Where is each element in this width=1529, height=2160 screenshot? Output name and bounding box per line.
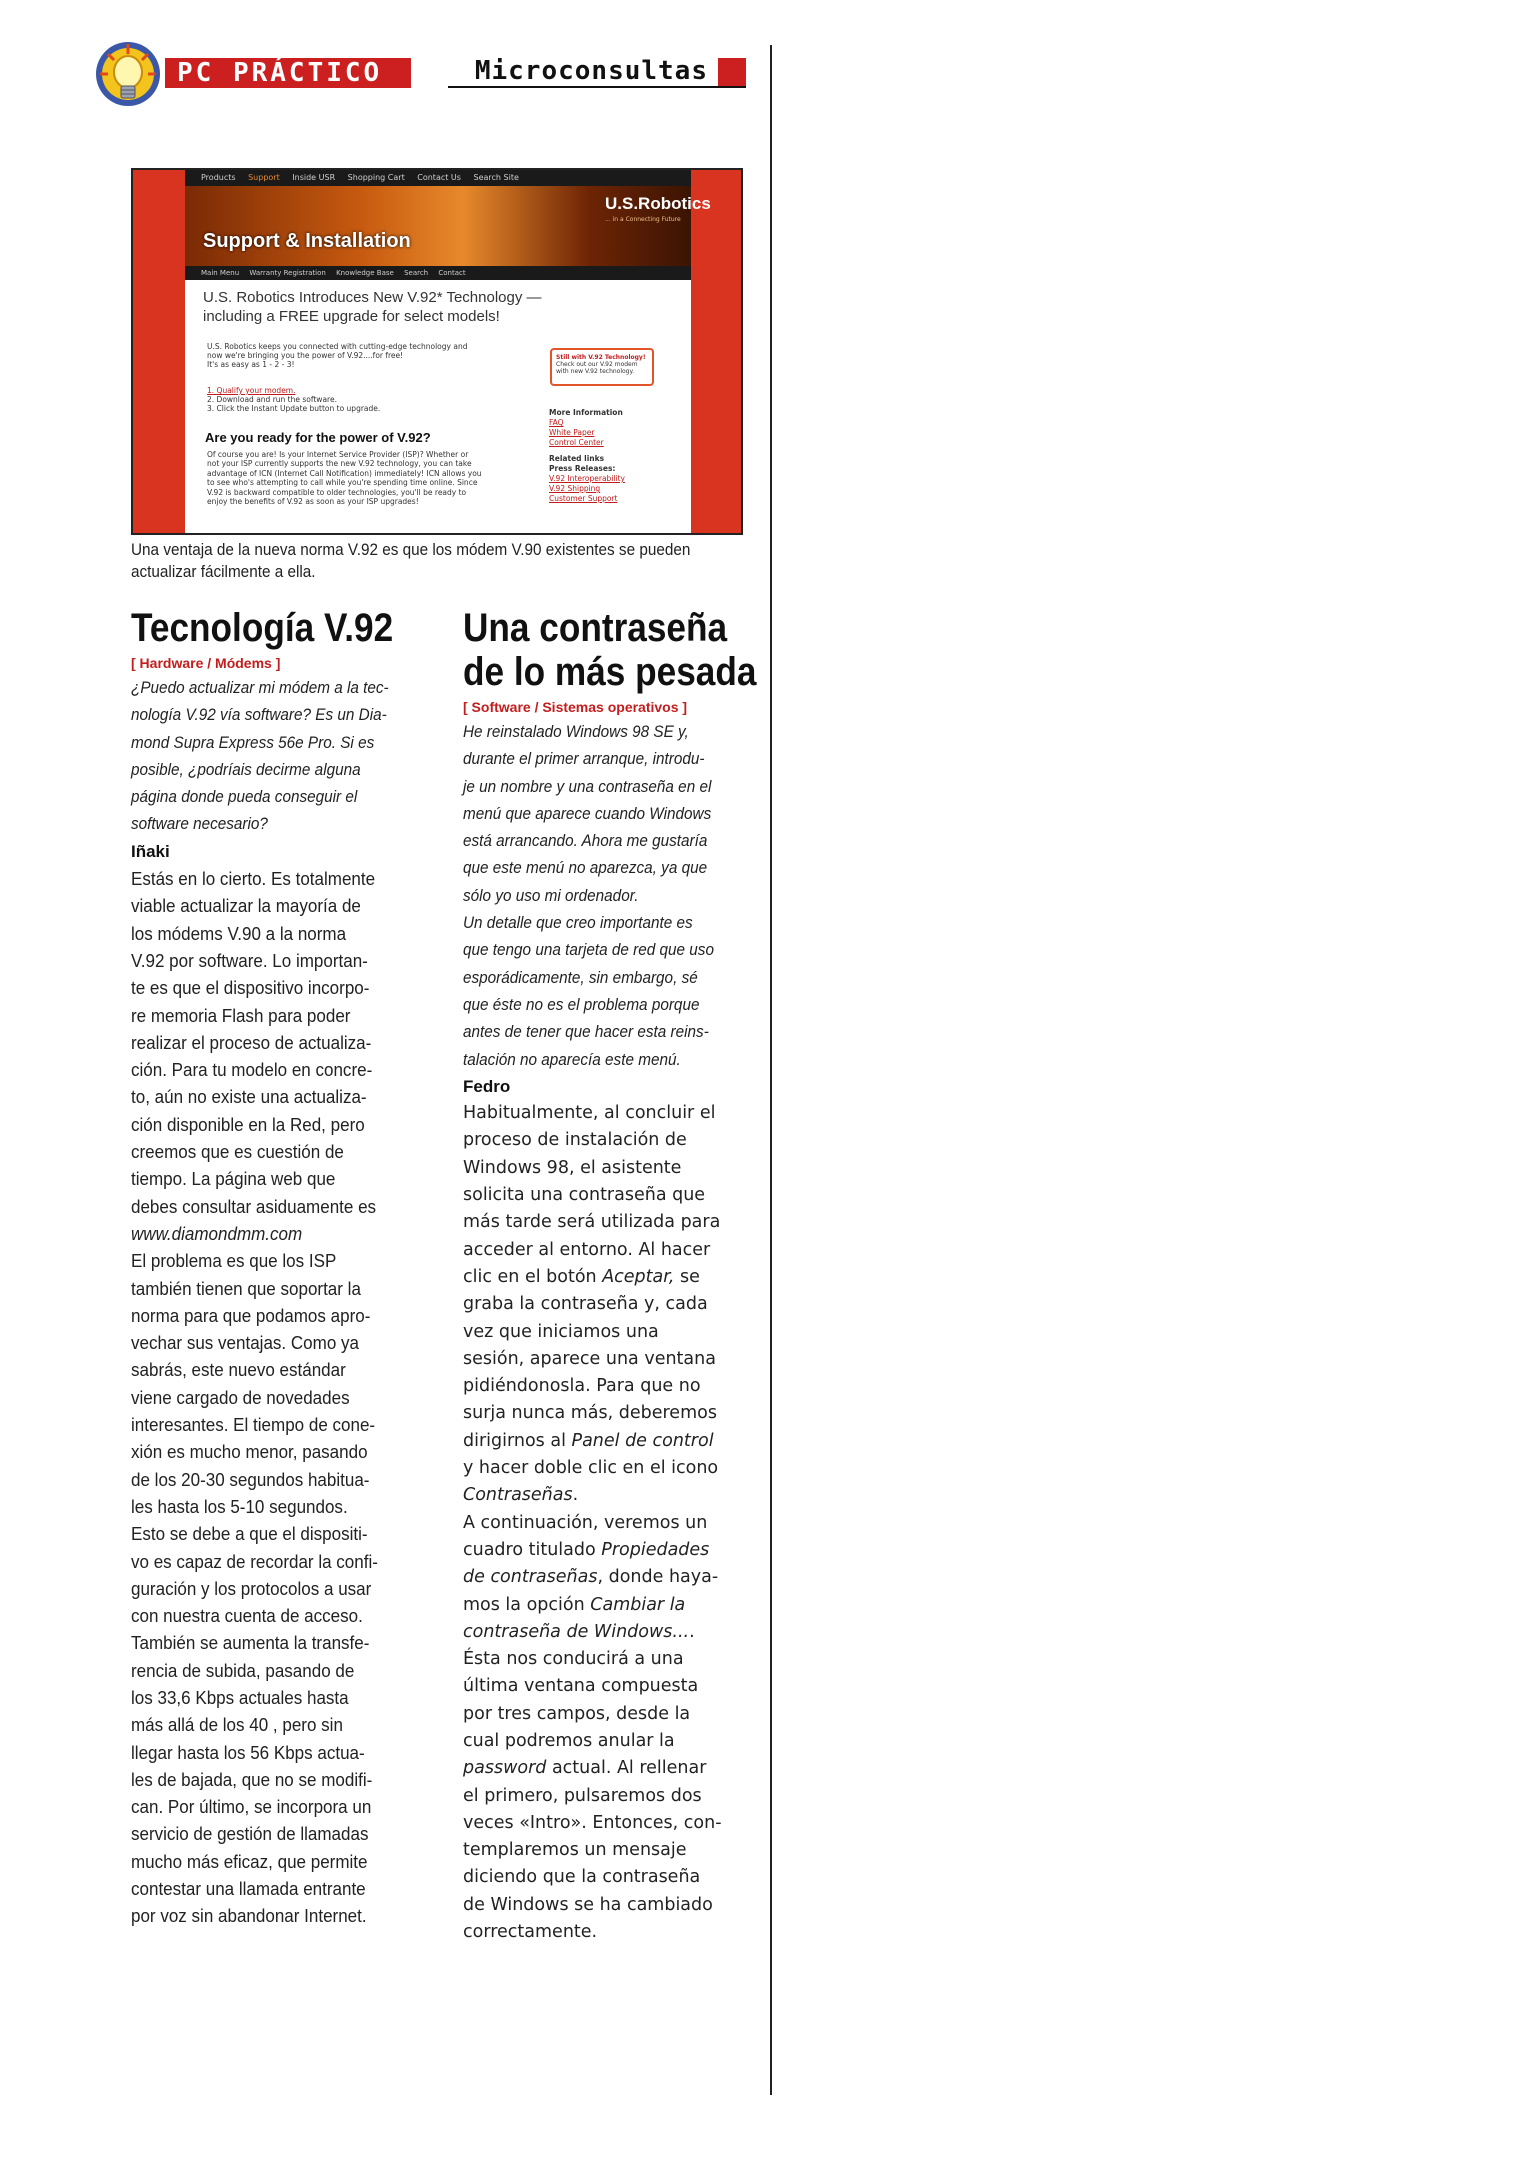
figure-question: Are you ready for the power of V.92? — [205, 430, 431, 445]
question-line: nología V.92 vía software? Es un Dia- — [131, 705, 387, 725]
figure-content — [185, 280, 691, 535]
answer-line: veces «Intro». Entonces, con- — [463, 1812, 722, 1833]
answer-line: los 33,6 Kbps actuales hasta — [131, 1686, 349, 1708]
answer-text: se — [674, 1266, 700, 1287]
article-left — [131, 606, 429, 1930]
question-line: está arrancando. Ahora me gustaría — [463, 831, 708, 851]
answer-line: ción disponible en la Red, pero — [131, 1113, 365, 1135]
article-title-line: de lo más pesada — [463, 650, 757, 694]
answer-line: última ventana compuesta — [463, 1676, 699, 1697]
figure-nav-item: Contact Us — [417, 173, 461, 182]
answer-line: templaremos un mensaje — [463, 1840, 687, 1861]
figure-question-line: advantage of ICN (Internet Call Notification) immediately! ICN allows you — [207, 468, 482, 478]
figure-question-line: enjoy the benefits of V.92 as soon as your ISP upgrades! — [207, 497, 419, 507]
figure-sidebar-title: More Information — [549, 408, 623, 417]
answer-line: ción. Para tu modelo en concre- — [131, 1059, 373, 1081]
answer-line: interesantes. El tiempo de cone- — [131, 1414, 376, 1436]
question-line: je un nombre y una contraseña en el — [463, 776, 712, 796]
answer-line — [463, 1482, 748, 1509]
answer-line: Windows 98, el asistente — [463, 1157, 682, 1178]
answer-line: cual podremos anular la — [463, 1730, 675, 1751]
question-line: ¿Puedo actualizar mi módem a la tec- — [131, 678, 389, 697]
answer-text: mos la opción — [463, 1594, 591, 1615]
question-line: software necesario? — [131, 814, 268, 834]
question-line: talación no aparecía este menú. — [463, 1049, 681, 1069]
figure-subnav-item: Warranty Registration — [249, 269, 326, 277]
figure-question-text — [207, 450, 547, 506]
answer-line — [463, 1264, 748, 1291]
answer-line: vechar sus ventajas. Como ya — [131, 1332, 359, 1354]
answer-line: tiempo. La página web que — [131, 1168, 336, 1190]
figure-question-line: to see who's attempting to call while you're spending time online. Since — [207, 478, 478, 488]
figure-subnav-item: Main Menu — [201, 269, 240, 277]
answer-text: , donde haya- — [597, 1567, 719, 1588]
figure-question-line: not your ISP currently supports the new V.92 technology, you can take — [207, 459, 472, 469]
article-category: [ Software / Sistemas operativos ] — [463, 699, 688, 715]
section-label: PC PRÁCTICO — [165, 58, 411, 88]
answer-line: sesión, aparece una ventana — [463, 1348, 716, 1369]
answer-text: dirigirnos al — [463, 1430, 572, 1451]
answer-line: servicio de gestión de llamadas — [131, 1823, 369, 1845]
article-right — [463, 606, 757, 1946]
figure-intro — [207, 342, 527, 369]
figure-banner — [185, 186, 711, 266]
answer-line: por tres campos, desde la — [463, 1703, 691, 1724]
figure-caption — [131, 539, 689, 583]
answer-line: to, aún no existe una actualiza- — [131, 1086, 367, 1108]
answer-line: correctamente. — [463, 1922, 598, 1943]
figure-nav-item: Products — [201, 173, 236, 182]
answer-text-italic: Aceptar, — [602, 1266, 675, 1287]
header-tab-marker — [718, 58, 746, 86]
article-title — [463, 606, 757, 694]
answer-line: el primero, pulsaremos dos — [463, 1785, 702, 1806]
answer-line: pidiéndonosla. Para que no — [463, 1376, 701, 1397]
answer-line: les de bajada, que no se modifi- — [131, 1768, 373, 1790]
question-line: Un detalle que creo importante es — [463, 913, 693, 933]
answer-line: sabrás, este nuevo estándar — [131, 1359, 346, 1381]
figure-banner-title: Support & Installation — [203, 230, 411, 252]
question-line: que tengo una tarjeta de red que uso — [463, 940, 714, 960]
figure-sidebar-link: V.92 Shipping — [549, 484, 601, 493]
answer-text-italic: Panel de control — [571, 1430, 714, 1451]
answer-line: realizar el proceso de actualiza- — [131, 1031, 372, 1053]
answer-line: te es que el dispositivo incorpo- — [131, 977, 370, 999]
question-line: que este menú no aparezca, ya que — [463, 858, 708, 878]
figure-sidebar-link: Control Center — [549, 438, 604, 447]
answer-line — [463, 1619, 748, 1646]
answer-line — [463, 1564, 748, 1591]
diamond-url-link[interactable]: www.diamondmm.com — [131, 1222, 303, 1244]
answer-line: más allá de los 40 , pero sin — [131, 1714, 343, 1736]
answer-line — [463, 1592, 748, 1619]
figure-step: 2. Download and run the software. — [207, 395, 337, 404]
answer-line: También se aumenta la transfe- — [131, 1632, 370, 1654]
answer-line: can. Por último, se incorpora un — [131, 1796, 372, 1818]
answer-line: Ésta nos conducirá a una — [463, 1649, 684, 1670]
figure-promo-line: Still with V.92 Technology! — [556, 354, 646, 361]
answer-line: surja nunca más, deberemos — [463, 1403, 717, 1424]
question-author: Fedro — [463, 1076, 511, 1096]
answer-line: re memoria Flash para poder — [131, 1004, 351, 1026]
answer-line: de Windows se ha cambiado — [463, 1894, 713, 1915]
answer-line: solicita una contraseña que — [463, 1185, 706, 1206]
figure-steps — [207, 386, 527, 413]
figure-sidebar-title: Related links — [549, 454, 605, 463]
answer-line: V.92 por software. Lo importan- — [131, 949, 368, 971]
answer-line: los módems V.90 a la norma — [131, 922, 347, 944]
answer-text-italic: de contraseñas — [463, 1567, 598, 1588]
figure-subnav-item: Knowledge Base — [336, 269, 394, 277]
answer-line — [463, 1537, 748, 1564]
question-line: antes de tener que hacer esta reins- — [463, 1022, 709, 1042]
answer-line: vo es capaz de recordar la confi- — [131, 1550, 378, 1572]
answer-line: vez que iniciamos una — [463, 1321, 659, 1342]
reader-question — [131, 674, 429, 838]
figure-subnav-item: Search — [404, 269, 429, 277]
answer-line: norma para que podamos apro- — [131, 1304, 371, 1326]
answer-line: creemos que es cuestión de — [131, 1141, 344, 1163]
answer-line: de los 20-30 segundos habitua- — [131, 1468, 370, 1490]
answer-text-italic: Contraseñas — [463, 1485, 573, 1506]
caption-line: actualizar fácilmente a ella. — [131, 562, 316, 581]
answer-line: mucho más eficaz, que permite — [131, 1850, 368, 1872]
figure-intro-line: U.S. Robotics keeps you connected with cutting-edge technology and — [207, 342, 468, 351]
figure-sidebar-link: V.92 Interoperability — [549, 474, 625, 483]
article-title: Tecnología V.92 — [131, 606, 394, 650]
answer-text: . — [572, 1485, 579, 1506]
figure-promo-box — [550, 348, 654, 386]
answer-line: acceder al entorno. Al hacer — [463, 1239, 711, 1260]
figure-step: 3. Click the Instant Update button to upgrade. — [207, 404, 381, 413]
answer-line: por voz sin abandonar Internet. — [131, 1905, 367, 1927]
figure-intro-line: It's as easy as 1 - 2 - 3! — [207, 360, 295, 369]
answer-line: Esto se debe a que el dispositi- — [131, 1523, 368, 1545]
question-line: durante el primer arranque, introdu- — [463, 749, 705, 769]
answer-text-italic: password — [463, 1758, 547, 1779]
answer-line: más tarde será utilizada para — [463, 1212, 721, 1233]
figure-sub-nav — [185, 266, 691, 280]
answer-text-italic: Cambiar la — [590, 1594, 686, 1615]
figure-sidebar-link: Customer Support — [549, 494, 618, 503]
question-line: He reinstalado Windows 98 SE y, — [463, 722, 689, 741]
answer-line: Estás en lo cierto. Es totalmente — [131, 868, 376, 890]
figure-nav-item: Support — [248, 173, 280, 182]
figure-sidebar-item: Press Releases: — [549, 464, 616, 473]
answer-body — [463, 1100, 748, 1946]
figure-question-line: Of course you are! Is your Internet Service Provider (ISP)? Whether or — [207, 450, 469, 459]
answer-line: debes consultar asiduamente es — [131, 1195, 377, 1217]
figure-sidebar — [549, 408, 679, 504]
figure-brand-logo: U.S.Robotics — [605, 194, 711, 213]
figure-subnav-item: Contact — [438, 269, 466, 277]
question-line: página donde pueda conseguir el — [131, 787, 358, 807]
question-line: mond Supra Express 56e Pro. Si es — [131, 732, 375, 752]
answer-text: cuadro titulado — [463, 1539, 602, 1560]
answer-line: también tienen que soportar la — [131, 1277, 361, 1299]
figure-brand-tagline: ... in a Connecting Future — [605, 216, 681, 223]
answer-text-italic: Propiedades — [601, 1539, 710, 1560]
page-title: Microconsultas — [474, 56, 708, 86]
question-line: que éste no es el problema porque — [463, 994, 700, 1014]
header-rule — [448, 86, 746, 88]
question-line: esporádicamente, sin embargo, sé — [463, 967, 698, 987]
answer-line: diciendo que la contraseña — [463, 1867, 701, 1888]
answer-line: llegar hasta los 56 Kbps actua- — [131, 1741, 365, 1763]
answer-text: actual. Al rellenar — [546, 1758, 707, 1779]
figure-headline — [203, 288, 603, 326]
answer-body — [131, 865, 429, 1930]
article-title-line: Una contraseña — [463, 606, 728, 650]
figure-headline-line: including a FREE upgrade for select models! — [203, 308, 500, 325]
question-author: Iñaki — [131, 841, 170, 861]
answer-line — [463, 1428, 748, 1455]
answer-text-italic: contraseña de Windows... — [463, 1621, 690, 1642]
figure-top-nav — [185, 170, 691, 186]
answer-line: A continuación, veremos un — [463, 1512, 708, 1533]
answer-line: viable actualizar la mayoría de — [131, 895, 361, 917]
figure-step: 1. Qualify your modem. — [207, 386, 296, 395]
question-line: menú que aparece cuando Windows — [463, 803, 712, 823]
article-category: [ Hardware / Módems ] — [131, 655, 281, 671]
figure-nav-item: Inside USR — [292, 173, 336, 182]
caption-line: Una ventaja de la nueva norma V.92 es que los módem V.90 existentes se pueden — [131, 540, 691, 559]
reader-question — [463, 718, 748, 1073]
figure-promo-line: Check out our V.92 modem — [556, 361, 638, 368]
figure-intro-line: now we're bringing you the power of V.92....for free! — [207, 351, 404, 360]
figure-promo-line: with new V.92 technology. — [556, 368, 635, 375]
answer-line: les hasta los 5-10 segundos. — [131, 1495, 348, 1517]
answer-line: contestar una llamada entrante — [131, 1878, 366, 1900]
figure-headline-line: U.S. Robotics Introduces New V.92* Technology — — [203, 289, 542, 306]
question-line: sólo yo uso mi ordenador. — [463, 885, 639, 905]
answer-line: xión es mucho menor, pasando — [131, 1441, 368, 1463]
answer-line: El problema es que los ISP — [131, 1250, 337, 1272]
answer-line: y hacer doble clic en el icono — [463, 1458, 719, 1479]
answer-text: clic en el botón — [463, 1266, 603, 1287]
usrobotics-screenshot — [131, 168, 743, 535]
answer-text: . — [689, 1621, 695, 1642]
figure-question-line: V.92 is backward compatible to older technologies, you'll be ready to — [207, 487, 467, 497]
answer-line: con nuestra cuenta de acceso. — [131, 1605, 363, 1627]
answer-line: Habitualmente, al concluir el — [463, 1103, 716, 1124]
column-divider — [770, 45, 772, 2095]
figure-nav-item: Search Site — [473, 173, 519, 182]
answer-line: graba la contraseña y, cada — [463, 1294, 708, 1315]
figure-sidebar-link: White Paper — [549, 428, 595, 437]
answer-line — [463, 1755, 748, 1782]
answer-line: guración y los protocolos a usar — [131, 1577, 372, 1599]
figure-sidebar-link: FAQ — [549, 418, 564, 427]
figure-nav-item: Shopping Cart — [347, 173, 405, 182]
answer-line: rencia de subida, pasando de — [131, 1659, 355, 1681]
answer-line: proceso de instalación de — [463, 1130, 687, 1151]
answer-line: viene cargado de novedades — [131, 1386, 350, 1408]
question-line: posible, ¿podríais decirme alguna — [131, 759, 361, 779]
